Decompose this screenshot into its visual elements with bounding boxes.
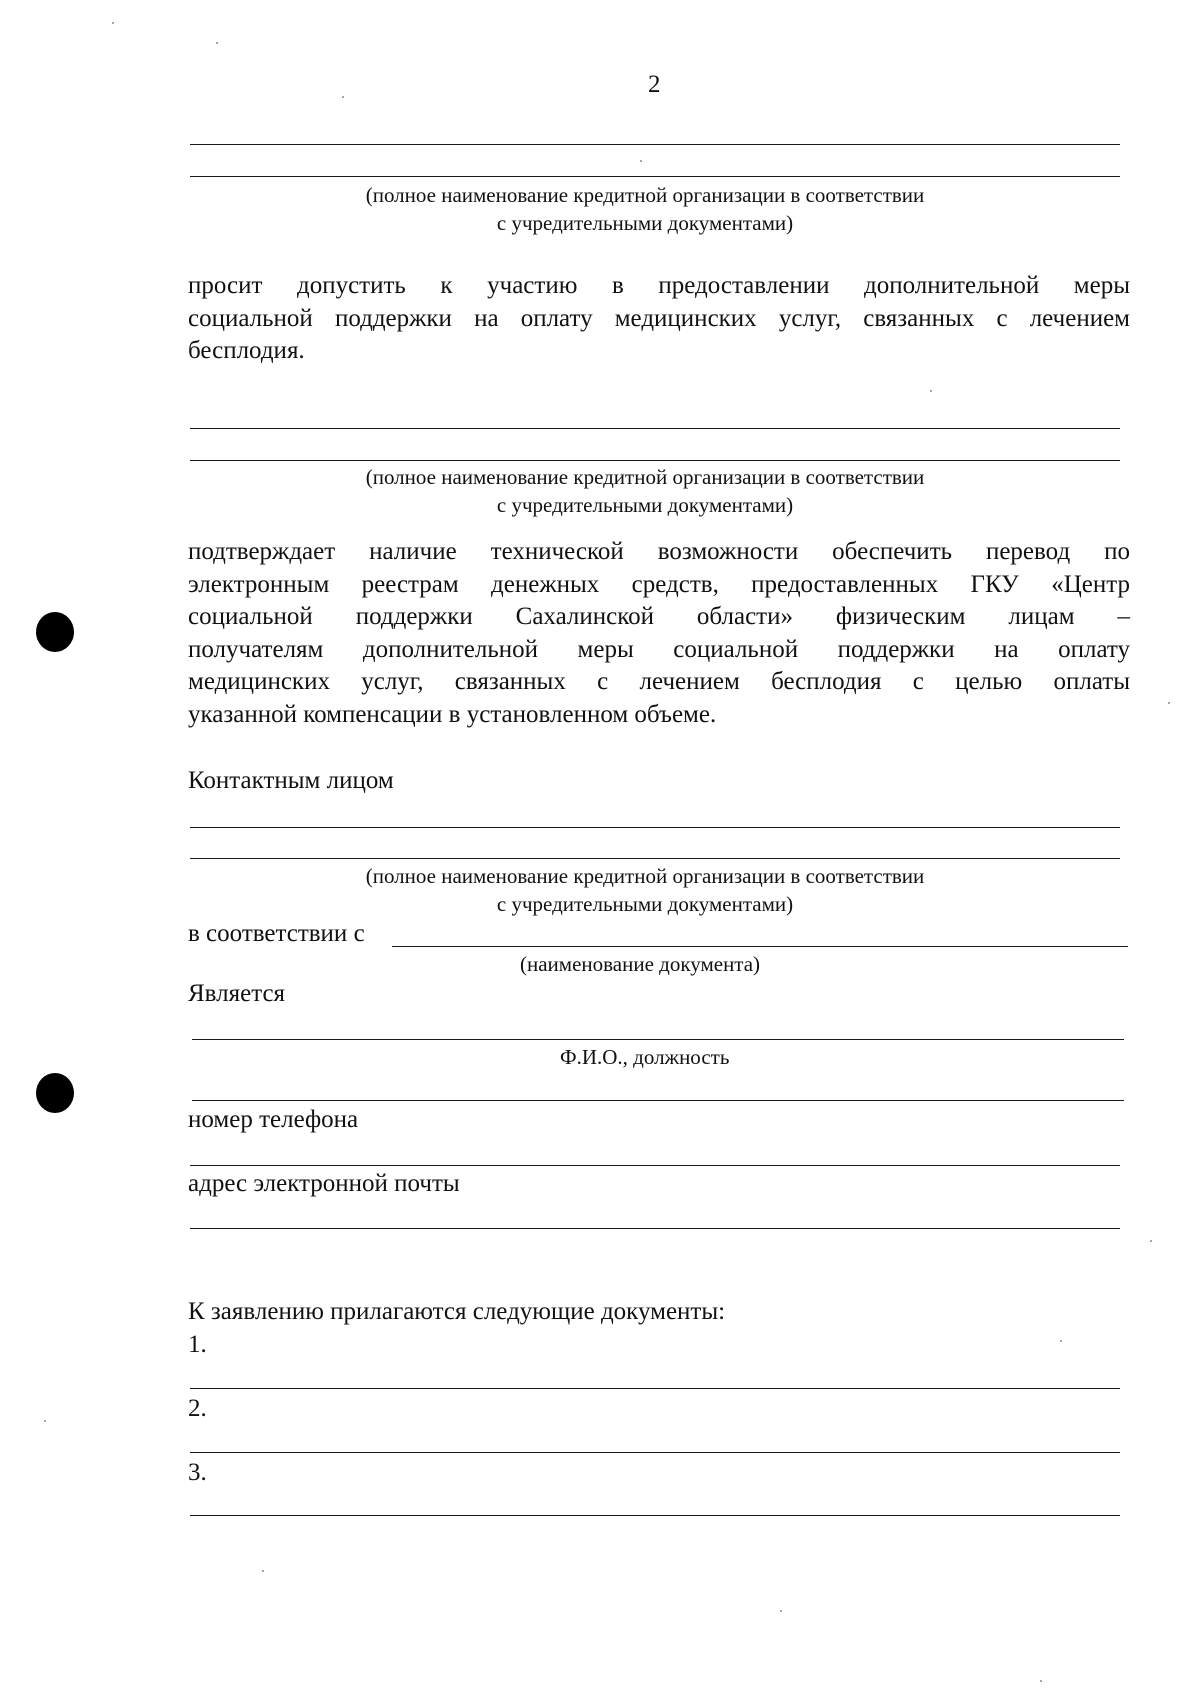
scan-speck — [1040, 1680, 1042, 1682]
request-line: бесплодия. — [188, 337, 305, 365]
attachment-number-1: 1. — [188, 1331, 207, 1358]
scan-speck — [1060, 1340, 1062, 1342]
org-name-line-1 — [190, 144, 1120, 145]
attachment-line-3[interactable] — [190, 1515, 1120, 1516]
phone-line[interactable] — [190, 1165, 1120, 1166]
attachment-number-2: 2. — [188, 1395, 207, 1422]
org-name-line-3 — [190, 428, 1120, 429]
scan-speck — [342, 96, 344, 98]
scan-speck — [930, 390, 932, 392]
punch-hole-top — [36, 612, 74, 652]
org-name-caption-3: (полное наименование кредитной организации в соответствии с учредительными документами) — [365, 864, 925, 916]
request-line: просит допустить к участию в предоставлении дополнительной меры — [188, 272, 1130, 299]
contact-line-2[interactable] — [190, 858, 1120, 859]
document-name-caption: (наименование документа) — [520, 952, 761, 976]
confirm-paragraph — [188, 536, 1130, 732]
scan-speck — [640, 160, 642, 162]
contact-label: Контактным лицом — [188, 767, 394, 794]
scan-speck — [216, 42, 218, 44]
confirm-line: социальной поддержки Сахалинской области» физическим лицам – — [188, 603, 1130, 631]
email-label: адрес электронной почты — [188, 1170, 460, 1197]
org-name-line-4 — [190, 460, 1120, 461]
attachment-number-3: 3. — [188, 1459, 207, 1486]
org-name-line-2 — [190, 176, 1120, 177]
page-number: 2 — [648, 71, 661, 98]
confirm-line: электронным реестрам денежных средств, предоставленных ГКУ «Центр — [188, 570, 1130, 598]
attachment-line-1[interactable] — [190, 1388, 1120, 1389]
org-name-caption-1: (полное наименование кредитной организации в соответствии с учредительными документами) — [365, 183, 925, 235]
request-paragraph — [188, 270, 1130, 368]
scan-speck — [112, 22, 114, 24]
is-line[interactable] — [192, 1039, 1124, 1040]
confirm-line: указанной компенсации в установленном объеме. — [188, 700, 717, 728]
fio-caption: Ф.И.О., должность — [560, 1045, 730, 1069]
scan-speck — [780, 1610, 782, 1612]
scan-speck — [1150, 1240, 1152, 1242]
attachments-title: К заявлению прилагаются следующие документы: — [188, 1298, 726, 1325]
scan-speck — [1168, 702, 1170, 704]
scan-speck — [44, 1420, 46, 1422]
attachment-line-2[interactable] — [190, 1452, 1120, 1453]
confirm-line: медицинских услуг, связанных с лечением бесплодия с целью оплаты — [188, 668, 1130, 696]
scan-speck — [262, 1570, 264, 1572]
document-name-line[interactable] — [392, 946, 1128, 947]
confirm-line: подтверждает наличие технической возможности обеспечить перевод по — [188, 538, 1130, 565]
is-label: Является — [188, 980, 286, 1007]
according-label: в соответствии с — [188, 920, 365, 947]
email-line[interactable] — [190, 1228, 1120, 1229]
request-line: социальной поддержки на оплату медицинских услуг, связанных с лечением — [188, 304, 1130, 332]
phone-label: номер телефона — [188, 1106, 359, 1133]
fio-line[interactable] — [192, 1100, 1124, 1101]
punch-hole-bottom — [36, 1073, 74, 1113]
org-name-caption-2: (полное наименование кредитной организации в соответствии с учредительными документами) — [365, 465, 925, 517]
contact-line-1[interactable] — [190, 827, 1120, 828]
confirm-line: получателям дополнительной меры социальной поддержки на оплату — [188, 635, 1130, 663]
